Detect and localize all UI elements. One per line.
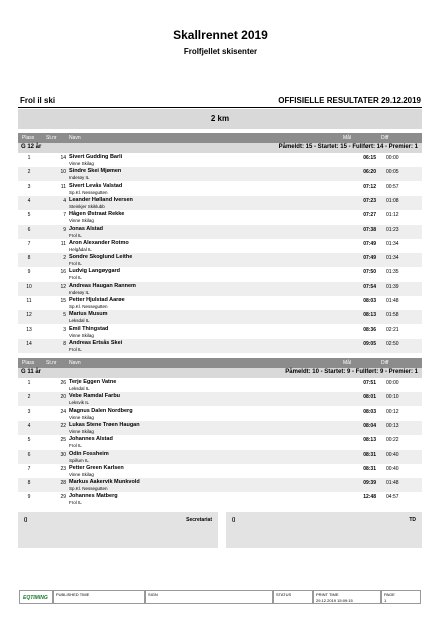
result-place: 4 <box>27 197 31 204</box>
result-place: 7 <box>27 465 31 472</box>
result-diff: 01:12 <box>386 212 399 219</box>
result-name: Vebe Ramdal Farbu <box>69 393 121 400</box>
result-club: Frol IL <box>69 443 82 449</box>
result-row <box>18 267 422 281</box>
distance-bar: 2 km <box>18 109 422 129</box>
result-place: 8 <box>27 480 31 487</box>
result-time: 08:13 <box>363 312 376 319</box>
result-place: 3 <box>27 183 31 190</box>
col-place: Plass <box>22 135 35 141</box>
col-time: Mål <box>343 135 352 141</box>
result-name: Leander Hølland Iversen <box>69 196 133 203</box>
footer-status-cell <box>273 590 313 604</box>
result-club: Leksvik IL <box>69 400 90 406</box>
result-club: Frol IL <box>69 500 82 506</box>
result-row <box>18 239 422 253</box>
result-time: 08:31 <box>363 451 376 458</box>
result-place: 2 <box>27 394 31 401</box>
result-club: Sp.Kl. Nessegutten <box>69 189 108 195</box>
result-diff: 00:57 <box>386 183 399 190</box>
result-bib: 26 <box>60 380 66 386</box>
result-club: Inderøy IL <box>69 175 90 181</box>
result-name: Lukas Stene Trøen Haugan <box>69 421 140 428</box>
result-name: Ludvig Langøygard <box>69 268 121 275</box>
result-diff: 00:10 <box>386 394 399 401</box>
result-club: Spillum IL <box>69 457 89 463</box>
result-club: Inderøy IL <box>69 289 90 295</box>
result-diff: 01:08 <box>386 197 399 204</box>
category-bar <box>18 143 422 153</box>
secretariat-mark: () <box>24 517 28 523</box>
result-row <box>18 464 422 478</box>
result-time: 06:15 <box>363 155 376 161</box>
result-row <box>18 378 422 392</box>
result-time: 08:01 <box>363 394 376 401</box>
footer-print-time-label: PRINT TIME <box>316 592 339 597</box>
td-sign-box <box>226 512 422 548</box>
result-club: Leksdal IL <box>69 318 90 324</box>
result-place: 6 <box>27 226 31 233</box>
result-time: 07:27 <box>363 212 376 219</box>
result-club: Frol IL <box>69 346 82 352</box>
result-bib: 2 <box>63 255 66 262</box>
page-footer <box>19 590 421 604</box>
result-row <box>18 253 422 267</box>
result-time: 08:36 <box>363 326 376 333</box>
col-place: Plass <box>22 360 35 366</box>
result-diff: 01:39 <box>386 283 399 290</box>
page-subtitle: Frolfjellet skisenter <box>183 47 258 56</box>
result-place: 11 <box>26 298 32 304</box>
result-row <box>18 339 422 353</box>
result-place: 9 <box>27 494 31 501</box>
result-club: Vinne Skilag <box>69 428 94 434</box>
result-name: Petter Green Karlsen <box>69 464 124 471</box>
result-row <box>18 450 422 464</box>
result-bib: 3 <box>63 326 66 333</box>
result-place: 4 <box>27 422 31 429</box>
td-mark: () <box>232 517 236 523</box>
result-time: 08:13 <box>363 437 376 444</box>
result-row <box>18 325 422 339</box>
result-time: 07:49 <box>363 255 376 262</box>
official-results-heading: OFFISIELLE RESULTATER 29.12.2019 <box>278 96 421 105</box>
result-time: 08:31 <box>363 465 376 472</box>
result-row <box>18 182 422 196</box>
result-bib: 11 <box>60 240 66 247</box>
result-bib: 23 <box>60 465 66 472</box>
result-name: Magnus Dalen Nordberg <box>69 407 133 414</box>
result-bib: 8 <box>63 340 66 347</box>
result-row <box>18 210 422 224</box>
category-stats: Påmeldt: 15 - Startet: 15 - Fullført: 14 - Premier: 1 <box>278 144 418 150</box>
result-place: 14 <box>26 340 32 347</box>
result-name: Sivert Gudding Barli <box>69 154 123 160</box>
result-diff: 00:13 <box>386 422 399 429</box>
result-club: Sp.Kl. Nessegutten <box>69 304 108 309</box>
result-name: Sivert Levås Valstad <box>69 182 123 189</box>
header-divider <box>18 107 422 108</box>
footer-page-label: PAGE <box>384 592 395 597</box>
result-row <box>18 225 422 239</box>
result-row <box>18 435 422 449</box>
result-row <box>18 492 422 506</box>
result-diff: 00:05 <box>386 169 399 176</box>
result-club: Frol IL <box>69 232 82 238</box>
result-name: Marius Musum <box>69 311 108 318</box>
result-diff: 00:00 <box>386 155 399 161</box>
footer-logo-cell <box>19 590 53 604</box>
col-time: Mål <box>343 360 352 366</box>
result-row <box>18 421 422 435</box>
result-time: 07:54 <box>363 283 376 290</box>
page-title: Skallrennet 2019 <box>173 28 268 42</box>
footer-page-cell <box>381 590 421 604</box>
footer-published-cell <box>53 590 145 604</box>
col-diff: Diff <box>381 135 389 141</box>
result-diff: 01:35 <box>386 269 399 276</box>
result-club: Sp.Kl. Nessegutten <box>69 486 108 492</box>
result-place: 1 <box>27 380 31 386</box>
footer-status-label: STATUS <box>276 592 292 597</box>
result-bib: 7 <box>63 212 66 219</box>
category-name: G 11 år <box>21 369 42 375</box>
result-row <box>18 153 422 167</box>
result-diff: 01:58 <box>386 312 399 319</box>
column-header-row <box>18 358 422 368</box>
result-bib: 11 <box>60 183 66 190</box>
result-name: Odin Fossheim <box>69 450 109 457</box>
result-bib: 14 <box>60 155 66 161</box>
result-bib: 4 <box>63 197 66 204</box>
column-header-row <box>18 133 422 143</box>
result-place: 3 <box>27 408 31 415</box>
td-label: TD <box>409 517 416 523</box>
result-diff: 01:34 <box>386 255 399 262</box>
result-time: 07:51 <box>363 380 376 386</box>
result-row <box>18 478 422 492</box>
result-bib: 15 <box>60 298 66 304</box>
result-diff: 01:48 <box>386 298 399 304</box>
result-bib: 5 <box>63 312 66 319</box>
result-place: 2 <box>27 169 31 176</box>
result-row <box>18 296 422 310</box>
col-bib: St.nr <box>46 360 57 366</box>
col-name: Navn <box>69 360 81 366</box>
result-bib: 20 <box>60 394 66 401</box>
result-diff: 00:12 <box>386 408 399 415</box>
result-row <box>18 407 422 421</box>
result-name: Johannes Matberg <box>69 493 118 500</box>
result-time: 07:12 <box>363 183 376 190</box>
result-place: 7 <box>27 240 31 247</box>
result-place: 6 <box>27 451 31 458</box>
category-bar <box>18 368 422 378</box>
result-club: Leksdal IL <box>69 386 90 391</box>
category-name: G 12 år <box>21 144 42 150</box>
result-club: Steinkjer Skiklubb <box>69 203 105 209</box>
result-name: Sindre Skei Mjømen <box>69 168 122 175</box>
result-place: 5 <box>27 437 31 444</box>
result-bib: 30 <box>60 451 66 458</box>
footer-published-label: PUBLISHED TIME <box>56 592 90 597</box>
result-row <box>18 167 422 181</box>
footer-print-time-value: 29.12.2019 15:09:15 <box>316 598 353 603</box>
result-diff: 00:40 <box>386 451 399 458</box>
result-time: 07:50 <box>363 269 376 276</box>
result-row <box>18 392 422 406</box>
result-diff: 02:50 <box>386 340 399 347</box>
result-name: Andreas Ertsås Skei <box>69 339 123 346</box>
result-place: 5 <box>27 212 31 219</box>
result-time: 08:03 <box>363 408 376 415</box>
result-club: Vinne Skilag <box>69 161 94 166</box>
result-name: Johannes Alstad <box>69 436 113 443</box>
result-name: Sondre Skoglund Leithe <box>69 254 133 261</box>
result-name: Emil Thingstad <box>69 325 109 332</box>
result-bib: 16 <box>60 269 66 276</box>
footer-sign-label: SIGN <box>148 592 158 597</box>
result-place: 10 <box>26 283 32 290</box>
result-name: Jonas Alstad <box>69 225 104 232</box>
result-club: Frol IL <box>69 261 82 267</box>
result-club: Helgådal IL <box>69 246 92 252</box>
result-diff: 00:22 <box>386 437 399 444</box>
result-diff: 00:00 <box>386 380 399 386</box>
result-diff: 01:48 <box>386 480 399 487</box>
result-row <box>18 310 422 324</box>
result-place: 9 <box>27 269 31 276</box>
eqtiming-logo: EQTIMING <box>23 595 48 601</box>
result-time: 08:03 <box>363 298 376 304</box>
col-diff: Diff <box>381 360 389 366</box>
result-club: Frol IL <box>69 275 82 281</box>
result-bib: 24 <box>60 408 66 415</box>
result-name: Terje Eggen Vatne <box>69 379 117 385</box>
result-club: Vinne Skilag <box>69 218 94 224</box>
result-time: 07:38 <box>363 226 376 233</box>
result-name: Andreas Haugan Rannem <box>69 282 136 289</box>
result-time: 08:04 <box>363 422 376 429</box>
result-time: 07:23 <box>363 197 376 204</box>
secretariat-sign-box <box>18 512 218 548</box>
result-place: 1 <box>27 155 31 161</box>
col-name: Navn <box>69 135 81 141</box>
result-row <box>18 196 422 210</box>
result-bib: 9 <box>63 226 66 233</box>
result-time: 09:39 <box>363 480 376 487</box>
result-diff: 02:21 <box>386 326 399 333</box>
result-time: 09:05 <box>363 340 376 347</box>
result-name: Petter Hjulstad Aarøe <box>69 297 125 303</box>
footer-page-value: 1 <box>384 598 387 603</box>
result-place: 13 <box>26 326 32 333</box>
footer-print-time-cell <box>313 590 381 604</box>
result-time: 06:20 <box>363 169 376 176</box>
organizer-club: Frol il ski <box>20 96 56 105</box>
result-bib: 10 <box>60 169 66 176</box>
result-row <box>18 282 422 296</box>
result-place: 12 <box>26 312 32 319</box>
result-name: Markus Aakervik Munkvold <box>69 479 140 486</box>
result-time: 12:48 <box>363 494 376 501</box>
result-diff: 01:34 <box>386 240 399 247</box>
result-bib: 29 <box>60 494 66 501</box>
result-bib: 22 <box>60 422 66 429</box>
col-bib: St.nr <box>46 135 57 141</box>
result-time: 07:49 <box>363 240 376 247</box>
category-stats: Påmeldt: 10 - Startet: 9 - Fullført: 9 - Premier: 1 <box>285 369 418 375</box>
result-diff: 00:40 <box>386 465 399 472</box>
result-bib: 12 <box>60 283 66 290</box>
result-diff: 04:57 <box>386 494 399 501</box>
result-club: Vinne Skilag <box>69 471 94 477</box>
result-diff: 01:23 <box>386 226 399 233</box>
result-name: Hågen Østraat Rekke <box>69 211 125 218</box>
secretariat-label: Secretariat <box>186 517 212 523</box>
result-club: Vinne Skilag <box>69 332 94 338</box>
result-bib: 28 <box>60 480 66 487</box>
footer-sign-cell <box>145 590 273 604</box>
result-club: Vinne Skilag <box>69 414 94 420</box>
result-bib: 25 <box>60 437 66 444</box>
result-name: Aron Alexander Rotmo <box>69 239 129 246</box>
result-place: 8 <box>27 255 31 262</box>
